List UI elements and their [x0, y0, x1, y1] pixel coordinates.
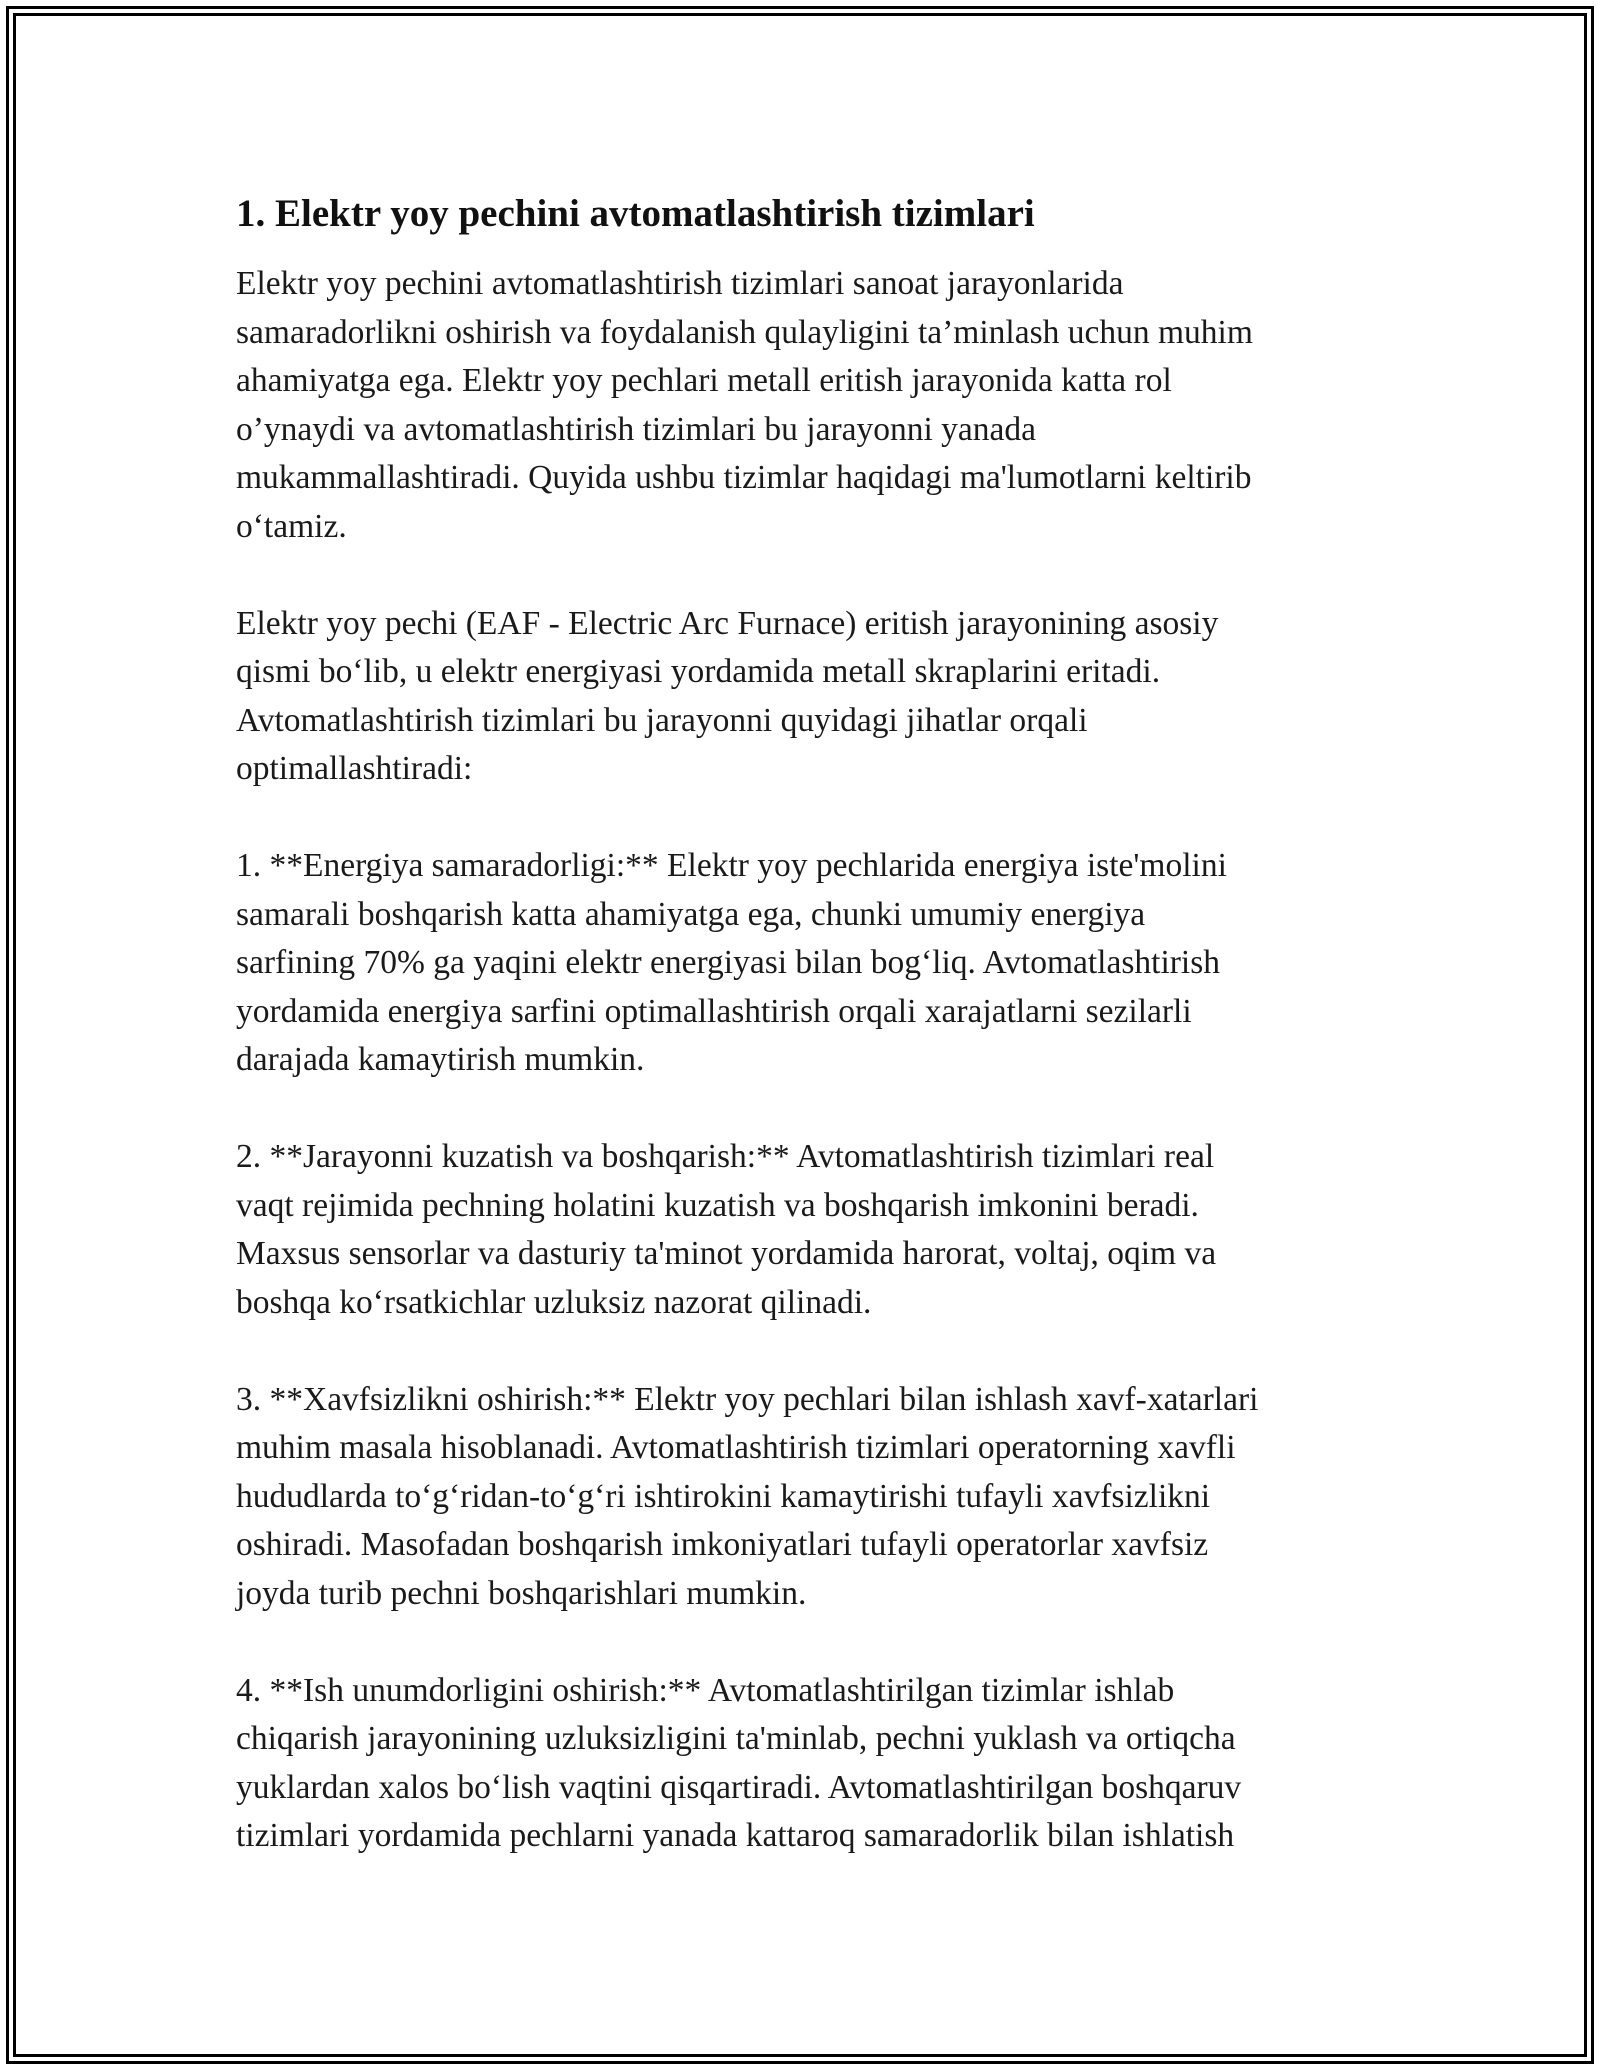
text-line: o‘tamiz. — [236, 507, 347, 545]
text-line: samarali boshqarish katta ahamiyatga ega, chunki umumiy energiya — [236, 895, 1146, 933]
text-line: vaqt rejimida pechning holatini kuzatish va boshqarish imkonini beradi. — [236, 1186, 1199, 1224]
text-line: muhim masala hisoblanadi. Avtomatlashtirish tizimlari operatorning xavfli — [236, 1429, 1236, 1466]
document-page — [236, 188, 1376, 1909]
list-item-safety — [236, 1376, 1376, 1619]
eaf-paragraph — [236, 600, 1376, 794]
text-line: Maxsus sensorlar va dasturiy ta'minot yordamida harorat, voltaj, oqim va — [236, 1235, 1217, 1272]
text-line: sarfining 70% ga yaqini elektr energiyasi bilan bog‘liq. Avtomatlashtirish — [236, 944, 1221, 981]
text-line: Elektr yoy pechi (EAF - Electric Arc Furnace) eritish jarayonining asosiy — [236, 604, 1219, 642]
text-line: Elektr yoy pechini avtomatlashtirish tizimlari sanoat jarayonlarida — [236, 265, 1124, 302]
text-line: Avtomatlashtirish tizimlari bu jarayonni quyidagi jihatlar orqali — [236, 701, 1088, 739]
text-line: hududlarda to‘g‘ridan-to‘g‘ri ishtirokini kamaytirishi tufayli xavfsizlikni — [236, 1477, 1211, 1515]
text-line: optimallashtiradi: — [236, 750, 473, 787]
text-line: chiqarish jarayonining uzluksizligini ta'minlab, pechni yuklash va ortiqcha — [236, 1720, 1236, 1757]
text-line: joyda turib pechni boshqarishlari mumkin. — [236, 1574, 807, 1612]
intro-paragraph — [236, 260, 1376, 551]
text-line: qismi bo‘lib, u elektr energiyasi yordamida metall skraplarini eritadi. — [236, 653, 1161, 690]
list-item-energy — [236, 842, 1376, 1085]
text-line: o’ynaydi va avtomatlashtirish tizimlari bu jarayonni yanada — [236, 410, 1037, 448]
text-line: 1. **Energiya samaradorligi:** Elektr yoy pechlarida energiya iste'molini — [236, 847, 1227, 884]
text-line: yuklardan xalos bo‘lish vaqtini qisqartiradi. Avtomatlashtirilgan boshqaruv — [236, 1768, 1242, 1806]
text-line: 4. **Ish unumdorligini oshirish:** Avtomatlashtirilgan tizimlar ishlab — [236, 1671, 1175, 1709]
text-line: ahamiyatga ega. Elektr yoy pechlari metall eritish jarayonida katta rol — [236, 362, 1172, 399]
text-line: samaradorlikni oshirish va foydalanish qulayligini ta’minlash uchun muhim — [236, 313, 1253, 351]
list-item-monitoring — [236, 1133, 1376, 1327]
text-line: boshqa ko‘rsatkichlar uzluksiz nazorat qilinadi. — [236, 1283, 872, 1321]
text-line: oshiradi. Masofadan boshqarish imkoniyatlari tufayli operatorlar xavfsiz — [236, 1526, 1209, 1563]
text-line: mukammallashtiradi. Quyida ushbu tizimlar haqidagi ma'lumotlarni keltirib — [236, 459, 1252, 496]
text-line: darajada kamaytirish mumkin. — [236, 1041, 645, 1078]
text-line: yordamida energiya sarfini optimallashtirish orqali xarajatlarni sezilarli — [236, 992, 1192, 1030]
list-item-productivity — [236, 1667, 1376, 1861]
section-heading: 1. Elektr yoy pechini avtomatlashtirish tizimlari — [236, 192, 1035, 235]
text-line: 3. **Xavfsizlikni oshirish:** Elektr yoy pechlari bilan ishlash xavf-xatarlari — [236, 1380, 1259, 1418]
text-line: 2. **Jarayonni kuzatish va boshqarish:** Avtomatlashtirish tizimlari real — [236, 1138, 1215, 1175]
text-line: tizimlari yordamida pechlarni yanada kattaroq samaradorlik bilan ishlatish — [236, 1817, 1235, 1854]
